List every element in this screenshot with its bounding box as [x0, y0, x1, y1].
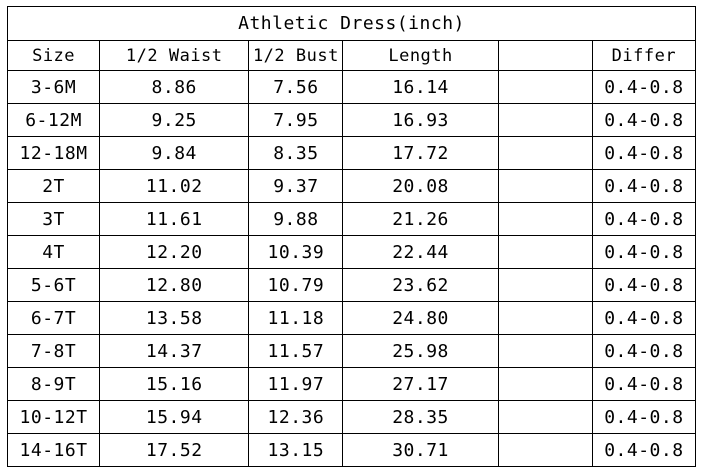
- cell-size: 14-16T: [8, 434, 100, 467]
- table-row: [8, 104, 696, 137]
- cell-length: 27.17: [343, 368, 498, 401]
- table-row: [8, 368, 696, 401]
- cell-blank: [498, 269, 592, 302]
- table-row: [8, 269, 696, 302]
- cell-half-waist: 12.80: [100, 269, 249, 302]
- cell-size: 3T: [8, 203, 100, 236]
- cell-half-bust: 13.15: [249, 434, 343, 467]
- cell-size: 6-12M: [8, 104, 100, 137]
- cell-blank: [498, 302, 592, 335]
- table-row: [8, 71, 696, 104]
- cell-half-bust: 8.35: [249, 137, 343, 170]
- cell-blank: [498, 368, 592, 401]
- cell-differ: 0.4-0.8: [592, 434, 695, 467]
- cell-size: 6-7T: [8, 302, 100, 335]
- cell-differ: 0.4-0.8: [592, 236, 695, 269]
- cell-differ: 0.4-0.8: [592, 137, 695, 170]
- table-row: [8, 302, 696, 335]
- cell-differ: 0.4-0.8: [592, 203, 695, 236]
- cell-length: 16.14: [343, 71, 498, 104]
- cell-blank: [498, 236, 592, 269]
- cell-size: 7-8T: [8, 335, 100, 368]
- cell-differ: 0.4-0.8: [592, 368, 695, 401]
- cell-size: 2T: [8, 170, 100, 203]
- column-header-differ: Differ: [592, 41, 695, 71]
- cell-half-waist: 15.94: [100, 401, 249, 434]
- table-row: [8, 335, 696, 368]
- cell-blank: [498, 137, 592, 170]
- cell-half-waist: 12.20: [100, 236, 249, 269]
- cell-half-waist: 13.58: [100, 302, 249, 335]
- cell-differ: 0.4-0.8: [592, 71, 695, 104]
- cell-half-waist: 9.84: [100, 137, 249, 170]
- column-header-blank: [498, 41, 592, 71]
- table-title-row: [8, 7, 696, 41]
- table-row: [8, 236, 696, 269]
- cell-differ: 0.4-0.8: [592, 170, 695, 203]
- cell-length: 30.71: [343, 434, 498, 467]
- cell-blank: [498, 170, 592, 203]
- cell-differ: 0.4-0.8: [592, 104, 695, 137]
- column-header-length: Length: [343, 41, 498, 71]
- cell-blank: [498, 335, 592, 368]
- cell-half-waist: 17.52: [100, 434, 249, 467]
- cell-blank: [498, 434, 592, 467]
- cell-half-bust: 11.97: [249, 368, 343, 401]
- column-header-size: Size: [8, 41, 100, 71]
- cell-length: 23.62: [343, 269, 498, 302]
- cell-differ: 0.4-0.8: [592, 269, 695, 302]
- cell-half-waist: 11.61: [100, 203, 249, 236]
- table-row: [8, 170, 696, 203]
- table-row: [8, 203, 696, 236]
- size-chart-table: [7, 6, 696, 467]
- cell-length: 17.72: [343, 137, 498, 170]
- cell-differ: 0.4-0.8: [592, 302, 695, 335]
- cell-half-waist: 11.02: [100, 170, 249, 203]
- page-title: Athletic Dress(inch): [8, 7, 696, 41]
- cell-length: 25.98: [343, 335, 498, 368]
- cell-blank: [498, 401, 592, 434]
- cell-size: 10-12T: [8, 401, 100, 434]
- cell-half-bust: 9.88: [249, 203, 343, 236]
- cell-half-waist: 14.37: [100, 335, 249, 368]
- cell-size: 12-18M: [8, 137, 100, 170]
- cell-half-waist: 8.86: [100, 71, 249, 104]
- cell-half-bust: 7.95: [249, 104, 343, 137]
- table-row: [8, 434, 696, 467]
- table-row: [8, 137, 696, 170]
- cell-half-bust: 10.79: [249, 269, 343, 302]
- cell-size: 4T: [8, 236, 100, 269]
- cell-size: 8-9T: [8, 368, 100, 401]
- cell-blank: [498, 203, 592, 236]
- cell-length: 24.80: [343, 302, 498, 335]
- column-header-half-waist: 1/2 Waist: [100, 41, 249, 71]
- cell-half-bust: 11.57: [249, 335, 343, 368]
- cell-half-bust: 9.37: [249, 170, 343, 203]
- cell-length: 21.26: [343, 203, 498, 236]
- cell-size: 3-6M: [8, 71, 100, 104]
- cell-half-waist: 15.16: [100, 368, 249, 401]
- cell-blank: [498, 104, 592, 137]
- table-header-row: [8, 41, 696, 71]
- cell-differ: 0.4-0.8: [592, 401, 695, 434]
- cell-length: 22.44: [343, 236, 498, 269]
- cell-length: 28.35: [343, 401, 498, 434]
- column-header-half-bust: 1/2 Bust: [249, 41, 343, 71]
- cell-half-bust: 7.56: [249, 71, 343, 104]
- cell-differ: 0.4-0.8: [592, 335, 695, 368]
- cell-length: 20.08: [343, 170, 498, 203]
- cell-blank: [498, 71, 592, 104]
- cell-length: 16.93: [343, 104, 498, 137]
- cell-half-waist: 9.25: [100, 104, 249, 137]
- cell-half-bust: 10.39: [249, 236, 343, 269]
- cell-half-bust: 11.18: [249, 302, 343, 335]
- table-row: [8, 401, 696, 434]
- cell-half-bust: 12.36: [249, 401, 343, 434]
- cell-size: 5-6T: [8, 269, 100, 302]
